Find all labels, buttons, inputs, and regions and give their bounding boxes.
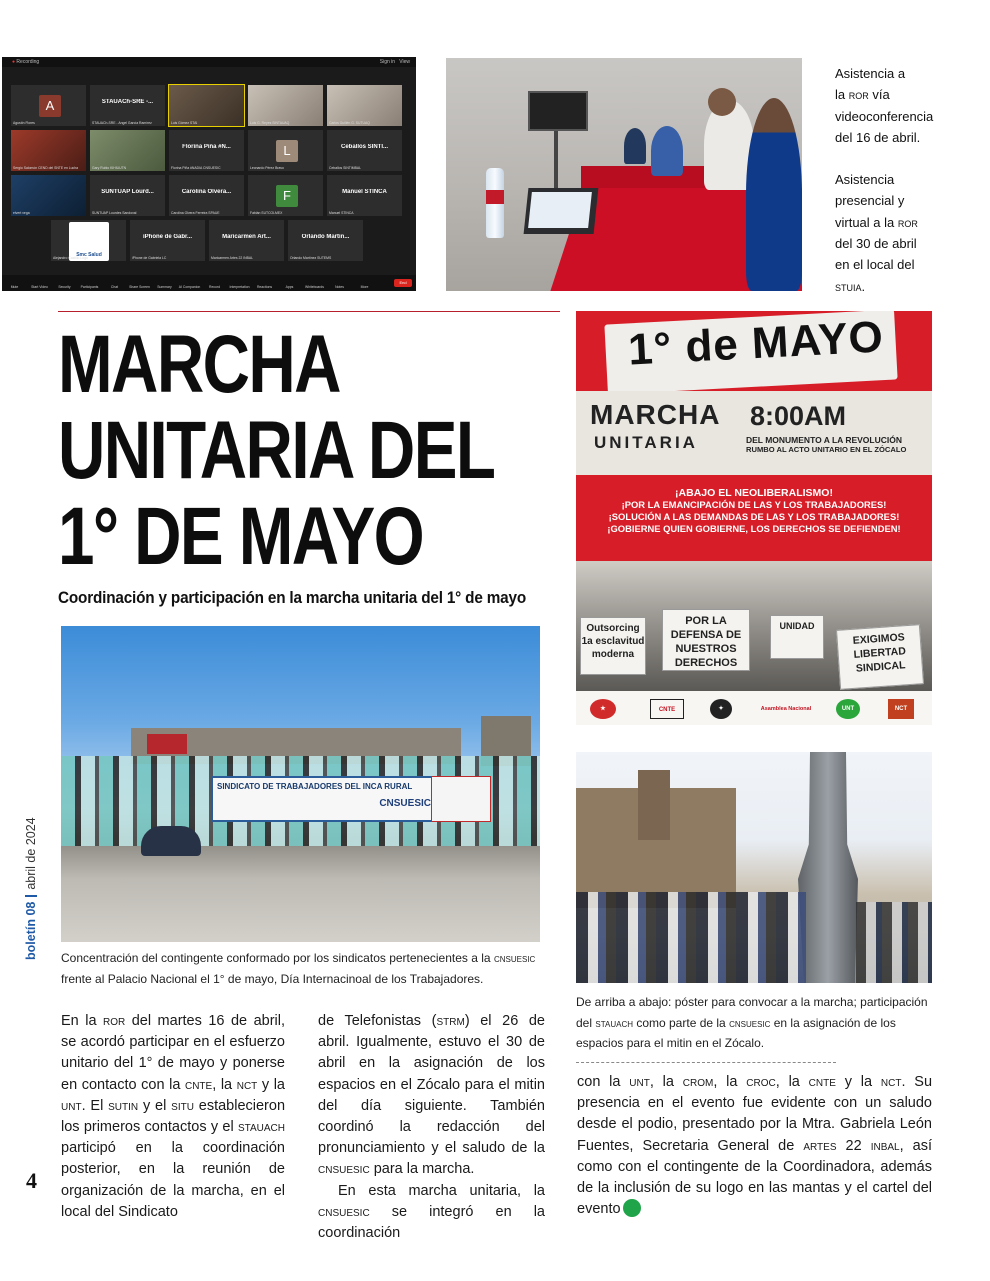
meeting-room-photo xyxy=(446,58,802,291)
acronym: artes xyxy=(803,1137,837,1154)
body-column-1 xyxy=(61,1011,285,1223)
participant-caption: Gary Rubio KIHIUUTN xyxy=(92,166,127,170)
headline xyxy=(58,319,495,582)
sign-in-label: Sign in xyxy=(379,59,396,65)
participant-caption: Leonardo Pérez Bravo xyxy=(250,166,284,170)
acronym: unt xyxy=(61,1097,82,1114)
participant-tile xyxy=(247,129,324,172)
participant-caption: Florina Piña #NADIA CNSUESIC xyxy=(171,166,221,170)
toolbar-item: Summary xyxy=(157,285,172,289)
union-banner: SINDICATO DE TRABAJADORES DEL INCA RURAL CNSUESIC xyxy=(211,776,441,822)
toolbar-item: Record xyxy=(209,285,220,289)
photo-captions-top xyxy=(835,63,985,297)
participant-tile xyxy=(326,84,403,127)
poster-sign: UNIDAD xyxy=(770,615,824,659)
participant-tile xyxy=(247,174,324,217)
headline-line-3: 1° DE MAYO xyxy=(58,491,424,582)
poster-sign: EXIGIMOS LIBERTAD SINDICAL xyxy=(836,624,924,690)
participant-tile xyxy=(10,174,87,217)
acronym: cnsuesic xyxy=(318,1203,370,1220)
body-column-2 xyxy=(318,1011,545,1244)
participant-caption: Orlando Martínez SUTEMS xyxy=(290,256,332,260)
participant-caption: Manuel STINCA xyxy=(329,211,354,215)
participant-tile xyxy=(129,219,206,262)
acronym: situ xyxy=(171,1097,194,1114)
toolbar-item: Mute xyxy=(10,285,19,289)
acronym: nct xyxy=(236,1076,258,1093)
toolbar-item: Start Video xyxy=(31,285,48,289)
rally-photo xyxy=(61,626,540,942)
caption-divider xyxy=(576,1062,836,1063)
participant-caption: Maricarmen Artes 22 INBAL xyxy=(211,256,254,260)
acronym: crom xyxy=(682,1074,714,1090)
toolbar-item: AI Companion xyxy=(178,285,201,289)
toolbar-item: Participants xyxy=(80,285,99,289)
poster-sign: POR LA DEFENSA DE NUESTROS DERECHOS xyxy=(662,609,750,671)
participant-name: Carolina Olvera... xyxy=(181,189,232,195)
participant-name: Florina Piña #N... xyxy=(182,144,231,150)
participant-caption: Luis Gómez STAI xyxy=(171,121,198,125)
participant-tile xyxy=(287,219,364,262)
participant-caption: iPhone de Gabriela LC xyxy=(132,256,167,260)
rally-caption: Concentración del contingente conformado por los sindicatos pertenecientes a la cnsuesic frente al Palacio Nacional el 1° de mayo, Día Internacinoal de los Trabajadores. xyxy=(61,951,536,986)
people-group xyxy=(576,892,806,983)
logo-icon: ✦ xyxy=(710,699,732,719)
toolbar-item: Apps xyxy=(285,285,294,289)
poster-marcha: MARCHA xyxy=(590,399,721,430)
participant-name: Orlando Martin... xyxy=(301,234,350,240)
participant-tile xyxy=(10,84,87,127)
participant-tile xyxy=(89,174,166,217)
body-paragraph: En la ror del martes 16 de abril, se acordó participar en el esfuerzo unitario del 1° de mayo y ponerse en contacto con la cnte, la nct y la unt. El sutin y el situ establecieron los primeros contactos y el stauach participó en la coordinación posterior, en la reunión de organización de la marcha, en el local del Sindicato xyxy=(61,1013,286,1220)
acronym: cnte xyxy=(808,1074,836,1090)
logo-icon: ★ xyxy=(590,699,616,719)
zoom-call-screenshot xyxy=(2,57,416,291)
participant-tile xyxy=(168,84,245,127)
acronym: stauach xyxy=(237,1119,285,1136)
body-column-3 xyxy=(577,1072,932,1220)
participant-caption: Agustín Flores xyxy=(13,121,35,125)
toolbar-item: Chat xyxy=(110,285,119,289)
participant-avatar: L xyxy=(276,140,298,162)
participant-caption: Carolina Olvera Ferreira SPAUE xyxy=(171,211,220,215)
subheadline: Coordinación y participación en la marcha unitaria del 1° de mayo xyxy=(58,588,527,607)
poster-sign: Outsorcing 1a esclavitud moderna xyxy=(580,617,646,675)
participant-tile xyxy=(208,219,285,262)
toolbar-item: Security xyxy=(58,285,71,289)
water-bottle xyxy=(486,168,504,238)
acronym: cnte xyxy=(184,1076,213,1093)
toolbar-item: Reactions xyxy=(256,285,273,289)
poster-unitaria: UNITARIA xyxy=(594,433,698,452)
participant-tile xyxy=(168,129,245,172)
participant-avatar: A xyxy=(39,95,61,117)
participant-name: iPhone de Gabr... xyxy=(142,234,192,240)
acronym: croc xyxy=(746,1074,776,1090)
cnte-logo: CNTE xyxy=(650,699,684,719)
poster-time: 8:00AM xyxy=(750,401,847,431)
bulletin-side-label xyxy=(24,817,38,960)
acronym: nct xyxy=(880,1074,902,1090)
poster-slogans: ¡ABAJO EL NEOLIBERALISMO! ¡POR LA EMANCIPACIÓN DE LAS Y LOS TRABAJADORES! ¡SOLUCIÓN A LAS DEMANDAS DE LAS Y LOS TRABAJADORES! ¡GOBIERNE QUIEN GOBIERNE, LOS DERECHOS SE DEFIENDEN! xyxy=(607,487,901,534)
people-group xyxy=(856,902,932,983)
participant-name: SUNTUAP Lourd... xyxy=(101,189,154,195)
caption-presencial: Asistencia presencial y virtual a la ror del 30 de abril en el local del stuia. xyxy=(835,172,918,294)
participant-tile xyxy=(326,129,403,172)
nct-logo: NCT xyxy=(888,699,914,719)
toolbar-item: Interpretation xyxy=(229,285,250,289)
body-paragraph: En esta marcha unitaria, la cnsuesic se integró en la coordinación xyxy=(318,1182,545,1242)
person xyxy=(624,128,646,164)
participant-tile xyxy=(89,129,166,172)
zoom-toolbar xyxy=(2,275,416,291)
view-label: View xyxy=(399,59,410,65)
unt-logo: UNT xyxy=(836,699,860,719)
participant-name: Maricarmen Art... xyxy=(222,234,271,240)
acronym: ror xyxy=(103,1013,126,1029)
participant-caption: Luis G. Reyes SINTAUAQ xyxy=(250,121,290,125)
headline-line-2: UNITARIA DEL xyxy=(58,405,495,496)
toolbar-item: Notes xyxy=(335,285,344,289)
asamblea-logo: Asamblea Nacional xyxy=(760,706,812,712)
poster-title: 1° de MAYO xyxy=(626,312,885,375)
acronym: sutin xyxy=(108,1097,139,1114)
end-of-article-icon xyxy=(623,1199,641,1217)
headline-line-1: MARCHA xyxy=(58,319,340,410)
person xyxy=(746,98,802,291)
flagpole-base xyxy=(798,752,858,983)
participant-name: Ceballos SINTI... xyxy=(340,144,388,150)
participant-caption: Ceballos SINTIMBAL xyxy=(329,166,362,170)
participant-tile xyxy=(247,84,324,127)
body-paragraph: con la unt, la crom, la croc, la cnte y la nct. Su presencia en el evento fue evidente con un saludo desde el podio, presentado por la Mtra. Gabriela León Fuentes, Secretaria General de artes 22 inbal, así como con el contingente de la Coordinadora, además de la inclusión de su logo en las mantas y el cartel del evento xyxy=(577,1074,933,1218)
plaza-caption: De arriba a abajo: póster para convocar a la marcha; participación del stauach como parte de la cnsuesic en la asignación de los espacios para el mitin en el Zócalo. xyxy=(576,995,928,1050)
smc-salud-logo: Smc Salud xyxy=(69,222,109,261)
participant-caption: SUNTUAP Lourdes Sandoval xyxy=(92,211,137,215)
participant-tile xyxy=(89,84,166,127)
participant-caption: Carlos Guillén G. SUTUAQ xyxy=(329,121,370,125)
poster-route: DEL MONUMENTO A LA REVOLUCIÓN RUMBO AL ACTO UNITARIO EN EL ZÓCALO xyxy=(746,435,907,454)
zoom-topbar: ● Recording Sign in View xyxy=(2,57,416,67)
participant-tile xyxy=(168,174,245,217)
participant-name: STAUACh-SRE -... xyxy=(101,99,154,105)
end-button: End xyxy=(394,279,412,287)
participant-caption: Fabián SUTCOLMEX xyxy=(250,211,283,215)
toolbar-item: More xyxy=(360,285,369,289)
participant-name: Manuel STINCA xyxy=(342,189,387,195)
participant-caption: elvert vega xyxy=(13,211,30,215)
recording-label: Recording xyxy=(16,59,40,65)
participant-tile xyxy=(50,219,127,262)
caption-videoconference: Asistencia a la ror vía videoconferencia del 16 de abril. xyxy=(835,66,934,145)
acronym: inbal xyxy=(870,1137,900,1154)
toolbar-item: Share Screen xyxy=(129,285,150,289)
participant-tile xyxy=(10,129,87,172)
bulletin-number: boletín 08 xyxy=(24,901,38,960)
toolbar-item: Whiteboards xyxy=(304,285,325,289)
acronym: cnsuesic xyxy=(318,1161,370,1178)
participant-caption: STAUACh-SRE - Angel García Ramírez xyxy=(92,121,152,125)
poster-logos xyxy=(576,691,932,725)
march-poster xyxy=(576,311,932,725)
headline-rule xyxy=(58,311,560,312)
participant-caption: Sergio Salomón CEND del SNTE en Lucha xyxy=(13,166,79,170)
page-number: 4 xyxy=(26,1168,37,1193)
acronym: strm xyxy=(436,1013,465,1029)
acronym: unt xyxy=(629,1074,650,1090)
participant-caption: Alejandro Castillo Lugo xyxy=(53,256,88,260)
video-screen xyxy=(528,91,588,131)
body-paragraph: de Telefonistas (strm) el 26 de abril. Igualmente, estuvo el 30 de abril en la asignación de los espacios en el Zócalo para el mitin del día siguiente. También coordinó la redacción del pronunciamiento y el saludo de la cnsuesic para la marcha. xyxy=(318,1013,545,1178)
person xyxy=(651,126,683,176)
bulletin-date: abril de 2024 xyxy=(24,817,38,890)
participant-avatar: F xyxy=(276,185,298,207)
zocalo-photo xyxy=(576,752,932,983)
participant-tile xyxy=(326,174,403,217)
